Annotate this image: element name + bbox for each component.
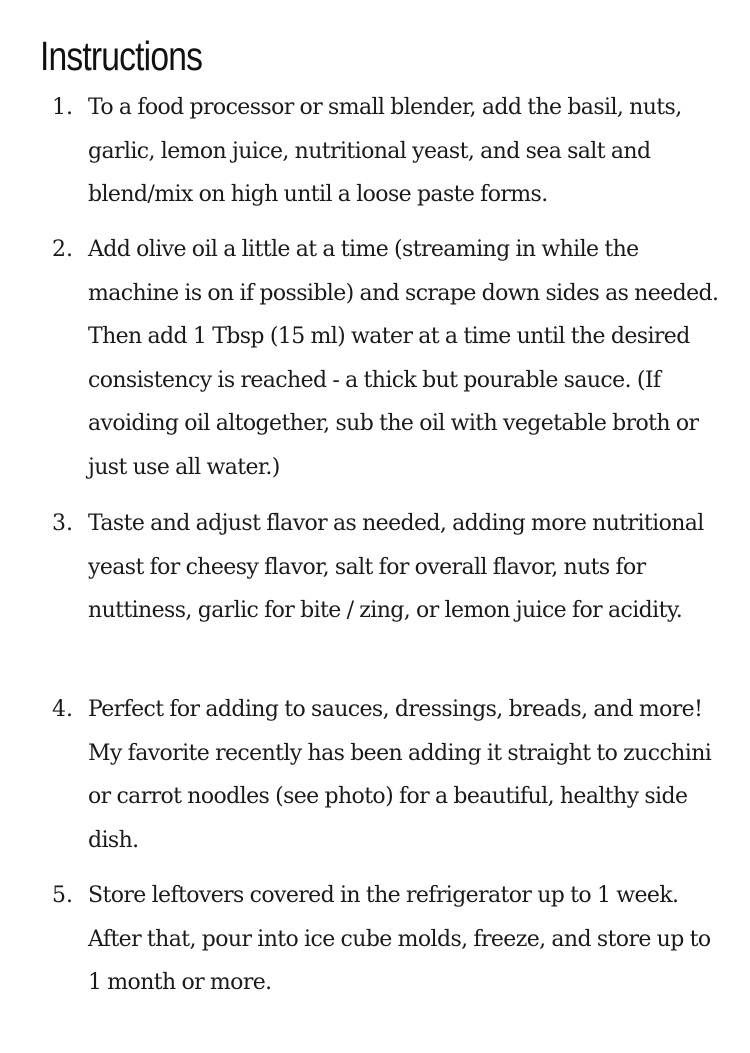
step-number: 4. <box>52 697 73 722</box>
step-number: 3. <box>52 511 73 536</box>
step-number: 1. <box>52 95 73 120</box>
step-text: Add olive oil a little at a time (streaming in while the machine is on if possible) and scrape down sides as needed. Then add 1 Tbsp (15 ml) water at a time until the desired consistency is reached - a thick but pourable sauce. (If avoiding oil altogether, sub the oil with vegetable broth or just use all water.) <box>88 237 719 480</box>
instruction-step-1 <box>52 86 720 217</box>
step-number: 5. <box>52 883 73 908</box>
step-text: Store leftovers covered in the refrigerator up to 1 week. After that, pour into ice cube molds, freeze, and store up to 1 month or more. <box>88 883 711 996</box>
instructions-heading: Instructions <box>40 33 203 79</box>
step-text: To a food processor or small blender, add the basil, nuts, garlic, lemon juice, nutritional yeast, and sea salt and blend/mix on high until a loose paste forms. <box>88 95 682 208</box>
step-number: 2. <box>52 237 73 262</box>
step-text: Taste and adjust flavor as needed, adding more nutritional yeast for cheesy flavor, salt for overall flavor, nuts for nuttiness, garlic for bite / zing, or lemon juice for acidity. <box>88 511 704 624</box>
instruction-step-4 <box>52 688 720 862</box>
instruction-step-5 <box>52 874 720 1005</box>
instruction-step-2 <box>52 228 720 490</box>
instruction-step-3 <box>52 502 720 633</box>
step-text: Perfect for adding to sauces, dressings, breads, and more! My favorite recently has been adding it straight to zucchini or carrot noodles (see photo) for a beautiful, healthy side dish. <box>88 697 712 853</box>
